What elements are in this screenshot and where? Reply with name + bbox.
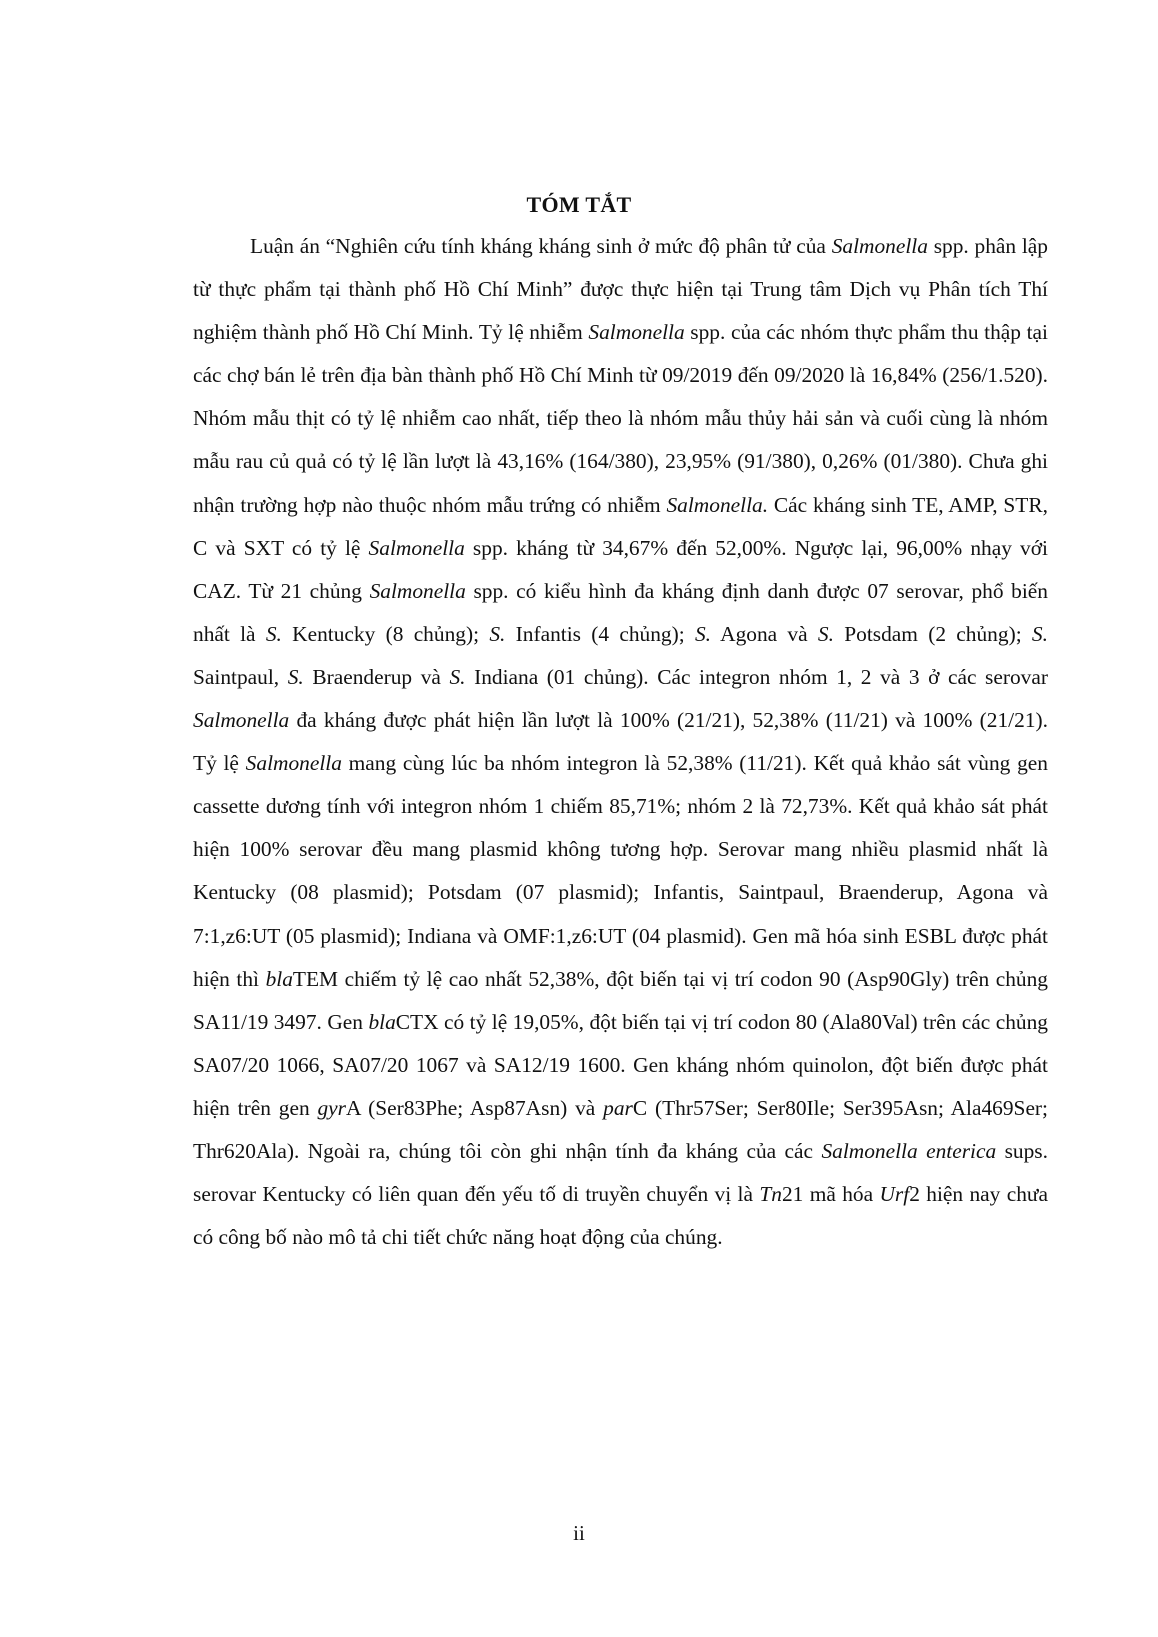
italic-term: Salmonella — [588, 320, 685, 345]
italic-term: S. — [449, 664, 466, 689]
italic-term: S. — [489, 621, 506, 646]
text-run: spp. phân lập từ thực phẩm tại thành phố Hồ Chí Minh” được thực hiện tại Trung tâm Dịch vụ Phân tích Thí nghiệm thành phố Hồ Chí Minh. Tỷ lệ nhiễm — [193, 234, 1048, 345]
page-number: ii — [573, 1521, 585, 1545]
text-run: đa kháng được phát hiện lần lượt là 100% (21/21), 52,38% (11/21) và 100% (21/21). Tỷ lệ — [193, 708, 1048, 776]
text-run: Luận án “Nghiên cứu tính kháng kháng sinh ở mức độ phân tử của — [250, 234, 832, 258]
italic-term: gyr — [317, 1095, 346, 1120]
italic-term: par — [603, 1095, 633, 1120]
text-run: Potsdam (2 chủng); — [833, 621, 1032, 646]
text-run: spp. kháng từ 34,67% đến 52,00%. Ngược lại, 96,00% nhạy với CAZ. Từ 21 chủng — [193, 535, 1048, 603]
italic-term: S. — [817, 621, 834, 646]
italic-term: Salmonella — [368, 535, 465, 560]
text-run: spp. có kiểu hình đa kháng định danh được 07 serovar, phổ biến nhất là — [193, 578, 1048, 646]
italic-term: Salmonella — [245, 751, 342, 776]
text-run: Các kháng sinh TE, AMP, STR, C và SXT có tỷ lệ — [193, 492, 1048, 560]
text-run: mang cùng lúc ba nhóm integron là 52,38% (11/21). Kết quả khảo sát vùng gen cassette dương tính với integron nhóm 1 chiếm 85,71%; nhóm 2 là 72,73%. Kết quả khảo sát phát hiện 100% serovar đều mang plasmid không tương hợp. Serovar mang nhiều plasmid nhất là Kentucky (08 plasmid); Potsdam (07 plasmid); Infantis, Saintpaul, Braenderup, Agona và 7:1,z6:UT (05 plasmid); Indiana và OMF:1,z6:UT (04 plasmid). Gen mã hóa sinh ESBL được phát hiện thì — [193, 751, 1048, 991]
italic-term: S. — [265, 621, 282, 646]
text-run: A (Ser83Phe; Asp87Asn) và — [346, 1095, 604, 1120]
italic-term: S. — [287, 664, 304, 689]
text-run: Indiana (01 chủng). Các integron nhóm 1, 2 và 3 ở các serovar — [465, 664, 1048, 689]
italic-term: Salmonella — [369, 578, 466, 603]
text-run: Infantis (4 chủng); — [505, 621, 695, 646]
italic-term: Salmonella enterica — [821, 1138, 997, 1163]
text-run: C (Thr57Ser; Ser80Ile; Ser395Asn; Ala469Ser; Thr620Ala). Ngoài ra, chúng tôi còn ghi nhận tính đa kháng của các — [193, 1095, 1048, 1163]
text-run: Kentucky (8 chủng); — [281, 621, 490, 646]
italic-term: S. — [694, 621, 712, 646]
text-run: sups. serovar Kentucky có liên quan đến yếu tố di truyền chuyển vị là — [193, 1138, 1048, 1207]
abstract-paragraph — [193, 225, 1048, 1259]
italic-term: Tn — [759, 1182, 782, 1207]
text-run: Braenderup và — [303, 664, 450, 689]
italic-term: Salmonella. — [666, 492, 769, 517]
italic-term: bla — [265, 966, 293, 991]
text-run: 21 mã hóa — [781, 1182, 880, 1207]
italic-term: Salmonella — [193, 708, 290, 733]
text-run: Saintpaul, — [193, 664, 288, 689]
italic-term: S. — [1031, 621, 1048, 646]
text-run: 2 hiện nay chưa có công bố nào mô tả chi tiết chức năng hoạt động của chúng. — [193, 1182, 1049, 1250]
text-run: TEM chiếm tỷ lệ cao nhất 52,38%, đột biến tại vị trí codon 90 (Asp90Gly) trên chủng SA11/19 3497. Gen — [193, 966, 1048, 1034]
italic-term: bla — [368, 1009, 396, 1034]
text-run: Agona và — [711, 621, 818, 646]
italic-term: Urf — [879, 1182, 910, 1207]
text-run: CTX có tỷ lệ 19,05%, đột biến tại vị trí codon 80 (Ala80Val) trên các chủng SA07/20 1066, SA07/20 1067 và SA12/19 1600. Gen kháng nhóm quinolon, đột biến được phát hiện trên gen — [193, 1009, 1048, 1120]
italic-term: Salmonella — [831, 234, 928, 258]
section-heading: TÓM TẮT — [526, 192, 632, 217]
text-run: spp. của các nhóm thực phẩm thu thập tại các chợ bán lẻ trên địa bàn thành phố Hồ Chí Minh từ 09/2019 đến 09/2020 là 16,84% (256/1.520). Nhóm mẫu thịt có tỷ lệ nhiễm cao nhất, tiếp theo là nhóm mẫu thủy hải sản và cuối cùng là nhóm mẫu rau củ quả có tỷ lệ lần lượt là 43,16% (164/380), 23,95% (91/380), 0,26% (01/380). Chưa ghi nhận trường hợp nào thuộc nhóm mẫu trứng có nhiễm — [193, 320, 1048, 517]
